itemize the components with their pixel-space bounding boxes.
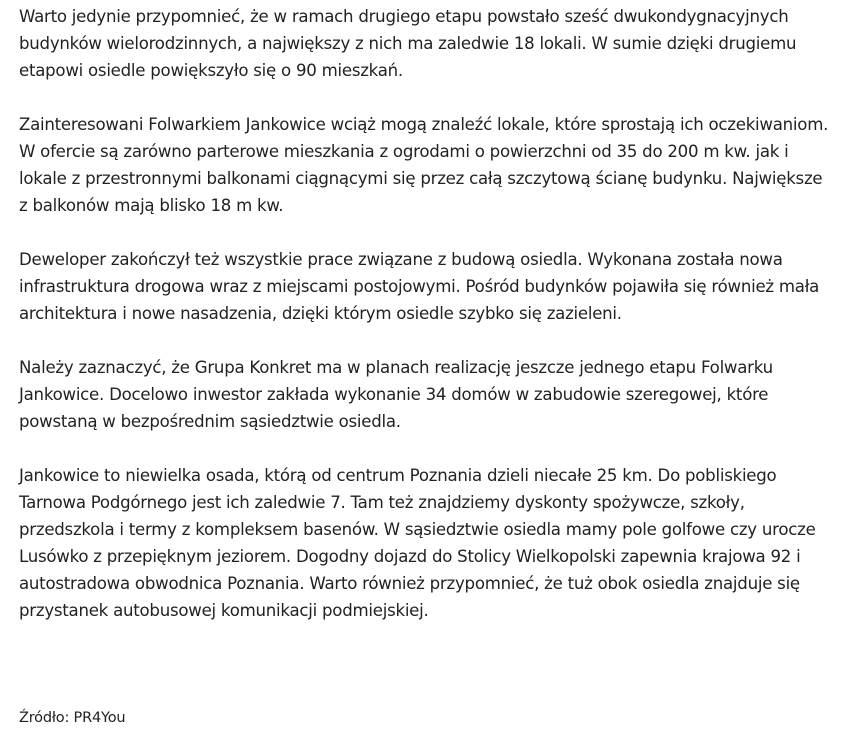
article-source: Źródło: PR4You — [19, 710, 126, 726]
article-paragraph: Jankowice to niewielka osada, którą od centrum Poznania dzieli niecałe 25 km. Do pobliskiego Tarnowa Podgórnego jest ich zaledwie 7. Tam też znajdziemy dyskonty spożywcze, szkoły, przedszkola i termy z kompleksem basenów. W sąsiedztwie osiedla mamy pole golfowe czy urocze Lusówko z przepięknym jeziorem. Dogodny dojazd do Stolicy Wielkopolski zapewnia krajowa 92 i autostradowa obwodnica Poznania. Warto również przypomnieć, że tuż obok osiedla znajduje się przystanek autobusowej komunikacji podmiejskiej. — [19, 466, 816, 620]
article-body — [19, 3, 834, 651]
article-paragraph: Warto jedynie przypomnieć, że w ramach drugiego etapu powstało sześć dwukondygnacyjnych budynków wielorodzinnych, a największy z nich ma zaledwie 18 lokali. W sumie dzięki drugiemu etapowi osiedle powiększyło się o 90 mieszkań. — [19, 7, 797, 80]
article-paragraph: Deweloper zakończył też wszystkie prace związane z budową osiedla. Wykonana została nowa infrastruktura drogowa wraz z miejscami postojowymi. Pośród budynków pojawiła się również mała architektura i nowe nasadzenia, dzięki którym osiedle szybko się zazieleni. — [19, 250, 820, 323]
article-paragraph: Zainteresowani Folwarkiem Jankowice wciąż mogą znaleźć lokale, które sprostają ich oczekiwaniom. W ofercie są zarówno parterowe mieszkania z ogrodami o powierzchni od 35 do 200 m kw. jak i lokale z przestronnymi balkonami ciągnącymi się przez całą szczytową ścianę budynku. Największe z balkonów mają blisko 18 m kw. — [19, 115, 829, 215]
article-paragraph: Należy zaznaczyć, że Grupa Konkret ma w planach realizację jeszcze jednego etapu Folwarku Jankowice. Docelowo inwestor zakłada wykonanie 34 domów w zabudowie szeregowej, które powstaną w bezpośrednim sąsiedztwie osiedla. — [19, 358, 773, 431]
